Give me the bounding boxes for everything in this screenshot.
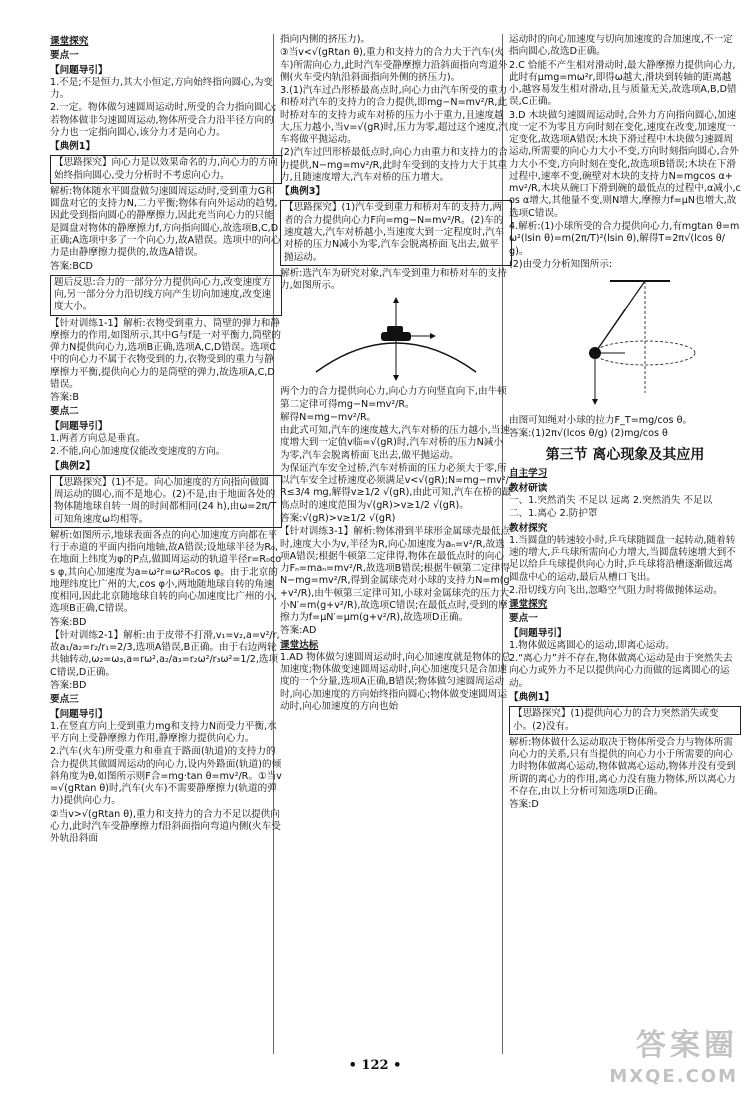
paragraph: 【针对训练3-1】解析:物体滑到半球形金属球壳最低点时,速度大小为v,半径为R,向心加速度为aₙ=v²/R,故选项A错误;根据牛顿第二定律得,物体在最低点时的向心力Fₙ=maₙ=mv²/R,故选项B错误;根据牛顿第二定律得N−mg=mv²/R,得到金属球壳对小球的支持力N=m(g+v²/R),由牛顿第三定律可知,小球对金属球壳的压力大小N′=m(g+v²/R),故选项C错误;在最低点时,受到的摩擦力为f=μN′=μm(g+v²/R),故选项D正确。 — [280, 526, 511, 624]
paragraph: 1.物体做远离圆心的运动,即离心运动。 — [509, 639, 675, 651]
section-heading: 课堂探究 — [509, 599, 548, 611]
paragraph: ③当v<√(gRtan θ),重力和支持力的合力大于汽车(火车)所需向心力,此时汽车受静摩擦力沿斜面指向弯道外侧(火车受内轨沿斜面指向外侧的挤压力)。 — [280, 47, 508, 83]
section-heading: 要点三 — [50, 694, 79, 706]
section-heading: 【典例3】 — [280, 186, 326, 198]
watermark-line2: MXQE.COM — [609, 1065, 738, 1087]
paragraph: 答案:(1)2π√(lcos θ/g) (2)mg/cos θ — [509, 428, 668, 440]
paragraph: 1.AD 物体做匀速圆周运动时,向心加速度就是物体的总加速度;物体做变速圆周运动时,向心加速度只是合加速度的一个分量,选项A正确,B错误;物体做匀速圆周运动时,向心加速度的方向始终指向圆心;物体做变速圆周运动时,向心加速度的方向也始 — [280, 651, 511, 712]
paragraph: 2.C 恰能不产生相对滑动时,最大静摩擦力提供向心力,此时有μmg=mω²r,即得ω越大,滑块到转轴的距离越小,越容易发生相对滑动,且与质量无关,故选项A,B,D错误,C正确。 — [509, 59, 737, 108]
paragraph: ②当v>√(gRtan θ),重力和支持力的合力不足以提供向心力,此时汽车受静摩擦力f沿斜面指向弯道内侧(火车受外轨沿斜面 — [50, 808, 281, 845]
paragraph: 解析:如图所示,地球表面各点的向心加速度方向都在平行于赤道的平面内指向地轴,故A错误;设地球半径为R₀,在地面上纬度为φ的P点,做圆周运动的轨道半径r=R₀cos φ,其向心加速度为a=ω²r=ω²R₀cos φ。由于北京的地理纬度比广州的大,cos φ小,两地随地球自转的角速度相同,因此北京随地球自转的向心加速度比广州的小,选项B正确,C错误。 — [50, 529, 282, 615]
paragraph: 解析:选汽车为研究对象,汽车受到重力和桥对车的支持力,如图所示。 — [280, 267, 507, 292]
paragraph: 解析:物体做什么运动取决于物体所受合力与物体所需向心力的关系,只有当提供的向心力小于所需要的向心力时物体做离心运动,物体做离心运动,物体并没有受到所谓的离心力的作用,离心力没有施力物体,所以离心力不存在,由以上分析可知选项D正确。 — [509, 736, 736, 797]
car-on-bridge-diagram — [311, 294, 481, 384]
paragraph: 【针对训练1-1】解析:衣物受到重力、筒壁的弹力和静摩擦力的作用,如图所示,其中G与f是一对平衡力,筒壁的弹力N提供向心力,选项B正确,选项A,C,D错误。选项C中的向心力不属于衣物受到的力,衣物受到的重力与静摩擦力平衡,提供向心力的是筒壁的弹力,故选项A,C,D错误。 — [50, 317, 282, 390]
paragraph: 答案:AD — [280, 625, 317, 637]
paragraph: 3.D 木块做匀速圆周运动时,合外力方向指向圆心,加速度一定不为零且方向时刻在变化,速度在改变,加速度一定变化,故选项A错误;木块下滑过程中木块做匀速圆周运动,所需要的向心力大小不变,方向时刻指向圆心,合外力大小不变,方向时刻在变化,故选项B错误;木块在下滑过程中,速率不变,碗壁对木块的支持力N=mgcos α+mv²/R,木块从碗口下滑到碗的最低点的过程中,α减小,cos α增大,其他量不变,则N增大,摩擦力f=μN也增大,故选项C错误。 — [509, 109, 741, 219]
paragraph: 答案:√(gR)>v≥1/2 √(gR) — [280, 512, 396, 524]
section-heading: 【问题导引】 — [509, 627, 567, 639]
paragraph: 1.两者方向总是垂直。 — [50, 432, 146, 444]
section-heading: 要点二 — [50, 406, 79, 418]
paragraph: 解析:物体随水平圆盘做匀速圆周运动时,受到重力G和圆盘对它的支持力N,二力平衡;物体有向外运动的趋势,因此受到指向圆心的静摩擦力,因此充当向心力的只能是圆盘对物体的静摩擦力f,方向指向圆心,故选项B,C,D正确;A选项中多了一个向心力,故A错误。选项中的向心力是由静摩擦力提供的,故选A错误。 — [50, 185, 281, 259]
paragraph: 1.不是;不是恒力,其大小恒定,方向始终指向圆心,为变力。 — [50, 76, 274, 101]
section-heading: 自主学习 — [509, 468, 548, 480]
paragraph: 2.“离心力”并不存在,物体做离心运动是由于突然失去向心力或外力不足以提供向心力而做的远离圆心的运动。 — [509, 653, 733, 689]
section-heading: 【典例1】 — [509, 692, 555, 703]
paragraph: 为保证汽车安全过桥,汽车对桥面的压力必须大于零,所以汽车安全过桥速度必须满足v<√(gR);N=mg−mv²/R≤3/4 mg,解得v≥1/2 √(gR),由此可知,汽车在桥的最高点时的速度范围为√(gR)>v≥1/2 √(gR)。 — [280, 462, 512, 511]
paragraph: 运动时的向心加速度与切向加速度的合加速度,不一定指向圆心,故选D正确。 — [509, 34, 733, 58]
section-heading: 【典例1】 — [50, 141, 96, 153]
paragraph: 2.一定。物体做匀速圆周运动时,所受的合力指向圆心;若物体做非匀速圆周运动,物体所受合力沿半径方向的分力也一定指向圆心,该分力才是向心力。 — [50, 102, 277, 138]
hint-box: 题后反思:合力的一部分分力提供向心力,改变速度方向,另一部分分力沿切线方向产生切向加速度,改变速度大小。 — [50, 275, 282, 316]
section-heading: 教材探究 — [509, 522, 548, 534]
section-heading: 要点一 — [50, 50, 79, 62]
section-heading: 课堂探究 — [50, 36, 89, 47]
paragraph: 解得N=mg−mv²/R。 — [280, 411, 377, 423]
paragraph: 【针对训练2-1】解析:由于皮带不打滑,v₁=v₂,a=v²/r,故a₁/a₂=r₂/r₁=2/3,选项A错误,B正确。由于右边两轮共轴转动,ω₂=ω₃,a=rω²,a₂/a₃=r₂ω²/r₃ω²=1/2,选项C错误,D正确。 — [50, 629, 280, 678]
hint-box: 【思路探究】(1)汽车受到重力和桥对车的支持力,两者的合力提供向心力F向=mg−N=mv²/R。(2)车的速度越大,汽车对桥越小,当速度大到一定程度时,汽车对桥的压力N减小为零,汽车会脱离桥面飞出去,做平抛运动。 — [280, 200, 512, 265]
section-heading: 要点一 — [509, 613, 538, 625]
paragraph: 答案:BD — [50, 616, 87, 628]
section-heading: 【问题导引】 — [50, 420, 108, 432]
middle-column — [280, 34, 512, 1054]
section-heading: 课堂达标 — [280, 639, 319, 651]
paragraph: (2)由受力分析知图所示: — [509, 258, 613, 270]
paragraph: 由图可知绳对小球的拉力F_T=mg/cos θ。 — [509, 415, 693, 427]
paragraph: 2.沿切线方向飞出,忽略空气阻力时将做抛体运动。 — [509, 584, 723, 596]
paragraph: 答案:BD — [50, 680, 87, 692]
paragraph: 3.(1)汽车过凸形桥最高点时,向心力由汽车所受的重力和桥对汽车的支持力的合力提供,即mg−N=mv²/R,此时桥对车的支持力或车对桥的压力小于重力,且速度越大,压力越小,当v=√(gR)时,压力为零,超过这个速度,汽车将做平抛运动。 — [280, 85, 509, 146]
right-column — [509, 34, 741, 1054]
paragraph: 二、1.离心 2.防护罩 — [509, 508, 598, 520]
hint-box: 【思路探究】向心力是以效果命名的力,向心力的方向始终指向圆心,受力分析时不考虑向心力。 — [50, 155, 282, 184]
paragraph: 由此式可知,汽车的速度越大,汽车对桥的压力越小,当速度增大到一定值v临=√(gR)时,汽车对桥的压力N减小为零,汽车会脱离桥面飞出去,做平抛运动。 — [280, 425, 510, 461]
paragraph: 指向内侧的挤压力)。 — [280, 34, 371, 45]
hint-box: 【思路探究】(1)不是。向心加速度的方向指向做圆周运动的圆心,而不是地心。(2)不是,由于地面各处的物体随地球自转一周的时间都相同(24 h),由ω=2π/T可知角速度ω均相等。 — [50, 475, 282, 528]
paragraph: 答案:D — [509, 799, 539, 811]
paragraph: 2.汽车(火车)所受重力和垂直于路面(轨道)的支持力的合力提供其做圆周运动的向心力,设内外路面(轨道)的倾斜角度为θ,如图所示则F合=mg·tan θ=mv²/R。①当v=√(gRtan θ)时,汽车(火车)不需要静摩擦力(轨道的弹力)提供向心力。 — [50, 746, 282, 807]
section-heading: 教材研读 — [509, 482, 548, 494]
section-heading: 【典例2】 — [50, 460, 96, 472]
hint-box: 【思路探究】(1)提供向心力的合力突然消失或变小。(2)没有。 — [509, 706, 741, 735]
paragraph: 两个力的合力提供向心力,向心力方向竖直向下,由牛顿第二定律可得mg−N=mv²/R。 — [280, 386, 507, 410]
chapter-title: 第三节 离心现象及其应用 — [545, 446, 705, 463]
paragraph: 1.在竖直方向上受到重力mg和支持力N而受力平衡,水平方向上受静摩擦力作用,静摩擦力提供向心力。 — [50, 720, 277, 745]
paragraph: 1.当圆盘的转速较小时,乒乓球随圆盘一起转动,随着转速的增大,乒乓球所需向心力增大,当圆盘转速增大到不足以给乒乓球提供向心力时,乒乓球将沿槽逐渐做远离圆盘中心的运动,最后从槽口飞出。 — [509, 534, 736, 583]
section-heading: 【问题导引】 — [50, 64, 108, 76]
section-heading: 【问题导引】 — [50, 708, 108, 720]
left-column — [50, 34, 282, 1054]
paragraph: 一、1.突然消失 不足以 远离 2.突然消失 不足以 — [509, 495, 713, 507]
paragraph: 答案:BCD — [50, 260, 93, 272]
watermark — [609, 1027, 738, 1088]
conical-pendulum-diagram — [550, 273, 700, 413]
paragraph: (2)汽车过凹形桥最低点时,向心力由重力和支持力的合力提供,N−mg=mv²/R,此时车受到的支持力大于其重力,且随速度增大,汽车对桥的压力增大。 — [280, 147, 508, 183]
paragraph: 4.解析:(1)小球所受的合力提供向心力,有mgtan θ=mω²(lsin θ)=m(2π/T)²(lsin θ),解得T=2π√(lcos θ/g)。 — [509, 220, 740, 257]
paragraph: 答案:B — [50, 392, 80, 404]
paragraph: 2.不能,向心加速度仅能改变速度的方向。 — [50, 446, 226, 458]
page-number: • 122 • — [348, 1058, 402, 1073]
watermark-line1: 答案圈 — [636, 1027, 738, 1063]
